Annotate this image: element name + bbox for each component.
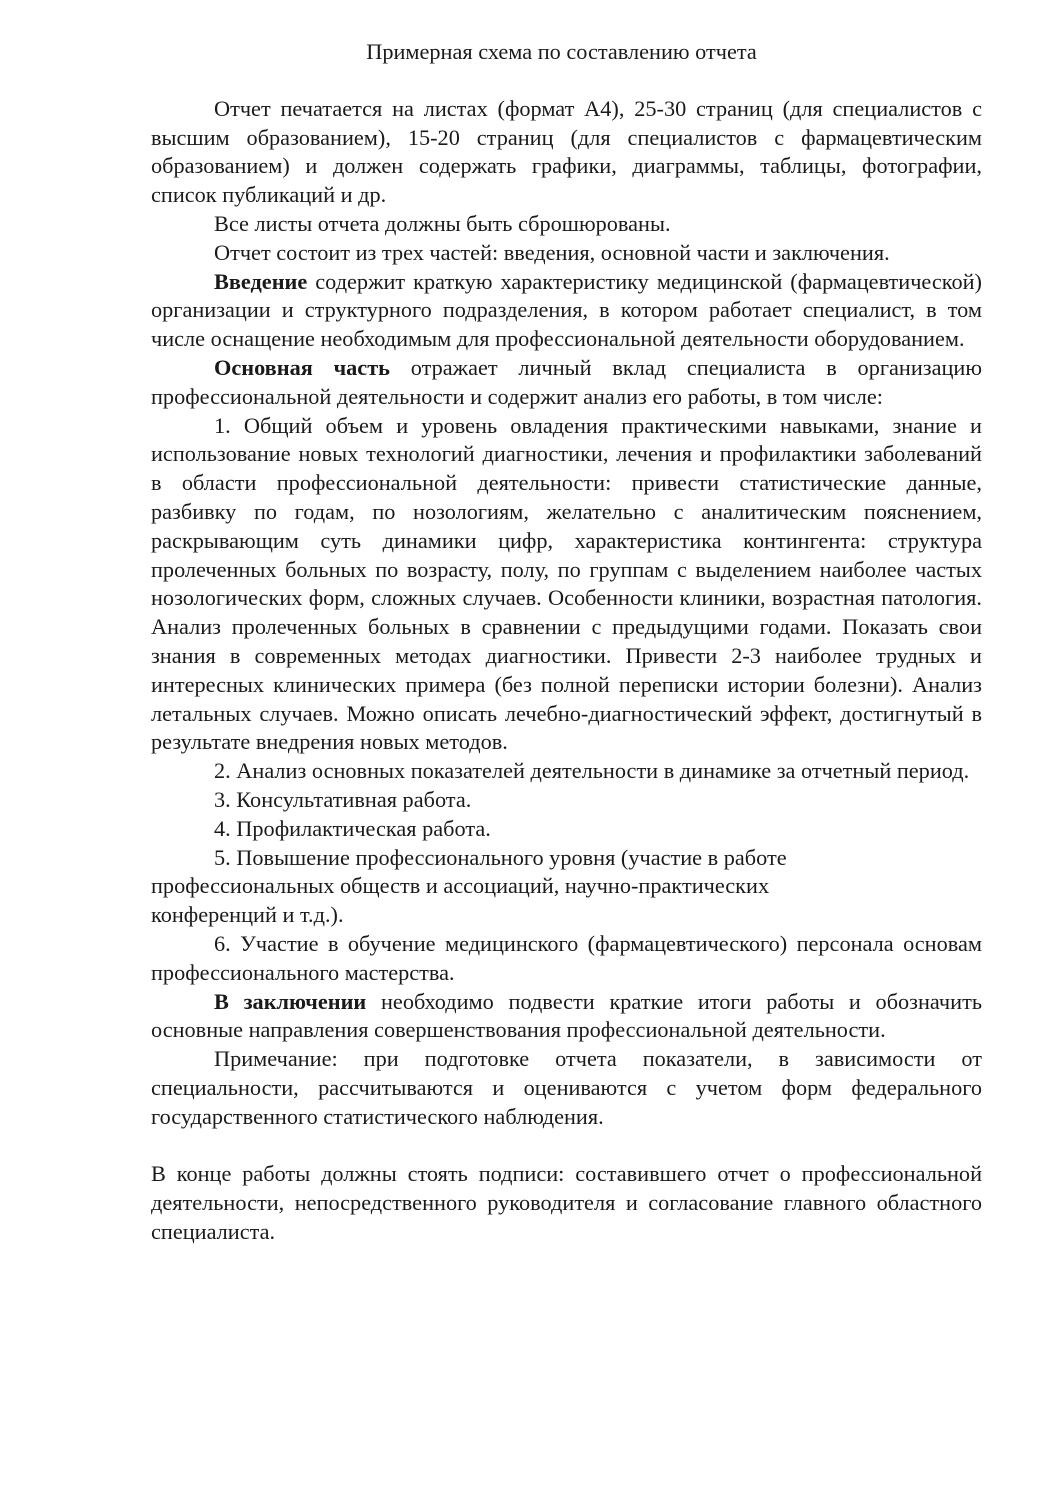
conclusion-text: необходимо подвести краткие итоги работы и обозначить основные направления совершенствования профессиональной деятельности. (151, 988, 982, 1043)
paragraph-format: Отчет печатается на листах (формат А4), 25-30 страниц (для специалистов с высшим образованием), 15-20 страниц (для специалистов с фармацевтическим образованием) и должен содержать графики, диаграммы, таблицы, фотографии, список публикаций и др. (151, 95, 982, 208)
list-item-5-line-1: 5. Повышение профессионального уровня (участие в работе (214, 844, 787, 870)
paragraph-signatures: В конце работы должны стоять подписи: составившего отчет о профессиональной деятельности, непосредственного руководителя и согласование главного областного специалиста. (151, 1161, 982, 1244)
list-item-5-line-3: конференций и т.д.). (151, 902, 344, 928)
list-item-6: 6. Участие в обучение медицинского (фармацевтического) персонала основам профессионального мастерства. (151, 930, 982, 985)
list-item-4: 4. Профилактическая работа. (214, 815, 491, 841)
introduction-heading: Введение (214, 268, 308, 294)
list-item-2: 2. Анализ основных показателей деятельности в динамике за отчетный период. (214, 758, 970, 784)
introduction-text: содержит краткую характеристику медицинской (фармацевтической) организации и структурного подразделения, в котором работает специалист, в том числе оснащение необходимым для профессиональной деятельности оборудованием. (151, 268, 982, 352)
paragraph-introduction (151, 268, 982, 354)
main-part-text: отражает личный вклад специалиста в организацию профессиональной деятельности и содержит анализ его работы, в том числе: (151, 354, 982, 409)
paragraph-binding: Все листы отчета должны быть сброшюрованы. (214, 210, 671, 236)
list-item-1: 1. Общий объем и уровень овладения практическими навыками, знание и использование новых технологий диагностики, лечения и профилактики заболеваний в области профессиональной деятельности: привести статистические данные, разбивку по годам, по нозологиям, желательно с аналитическим пояснением, раскрывающим суть динамики цифр, характеристика контингента: структура пролеченных больных по возрасту, полу, по группам с выделением наиболее частых нозологических форм, сложных случаев. Особенности клиники, возрастная патология. Анализ пролеченных больных в сравнении с предыдущими годами. Показать свои знания в современных методах диагностики. Привести 2-3 наиболее трудных и интересных клинических примера (без полной переписки истории болезни). Анализ летальных случаев. Можно описать лечебно-диагностический эффект, достигнутый в результате внедрения новых методов. (151, 412, 982, 755)
paragraph-main-part (151, 354, 982, 412)
paragraph-structure: Отчет состоит из трех частей: введения, основной части и заключения. (214, 239, 890, 265)
main-part-heading: Основная часть (214, 354, 390, 380)
list-item-5 (151, 844, 982, 930)
document-title: Примерная схема по составлению отчета (366, 39, 757, 64)
list-item-3: 3. Консультативная работа. (214, 786, 472, 812)
paragraph-conclusion (151, 988, 982, 1046)
conclusion-heading: В заключении (214, 988, 367, 1014)
list-item-5-line-2: профессиональных обществ и ассоциаций, научно-практических (151, 873, 770, 899)
paragraph-note: Примечание: при подготовке отчета показатели, в зависимости от специальности, рассчитываются и оцениваются с учетом форм федерального государственного статистического наблюдения. (151, 1046, 982, 1129)
